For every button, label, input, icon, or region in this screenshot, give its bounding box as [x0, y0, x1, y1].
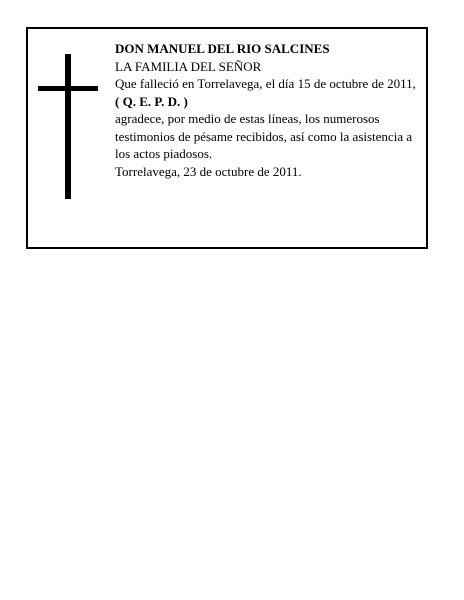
- thanks-paragraph: agradece, por medio de estas líneas, los numerosos testimonios de pésame recibidos, así como la asistencia a los actos piadosos.: [115, 111, 413, 161]
- cross-vertical-bar: [65, 54, 71, 199]
- notice-text: [115, 40, 419, 180]
- rip-line: ( Q. E. P. D. ): [115, 93, 188, 109]
- place-date: Torrelavega, 23 de octubre de 2011.: [115, 163, 302, 179]
- obituary-notice-box: [26, 27, 428, 249]
- family-line: LA FAMILIA DEL SEÑOR: [115, 58, 262, 74]
- death-line: Que falleció en Torrelavega, el día 15 de octubre de 2011,: [115, 76, 416, 91]
- cross-horizontal-bar: [38, 86, 98, 91]
- deceased-name: DON MANUEL DEL RIO SALCINES: [115, 41, 330, 56]
- cross-icon: [38, 54, 98, 199]
